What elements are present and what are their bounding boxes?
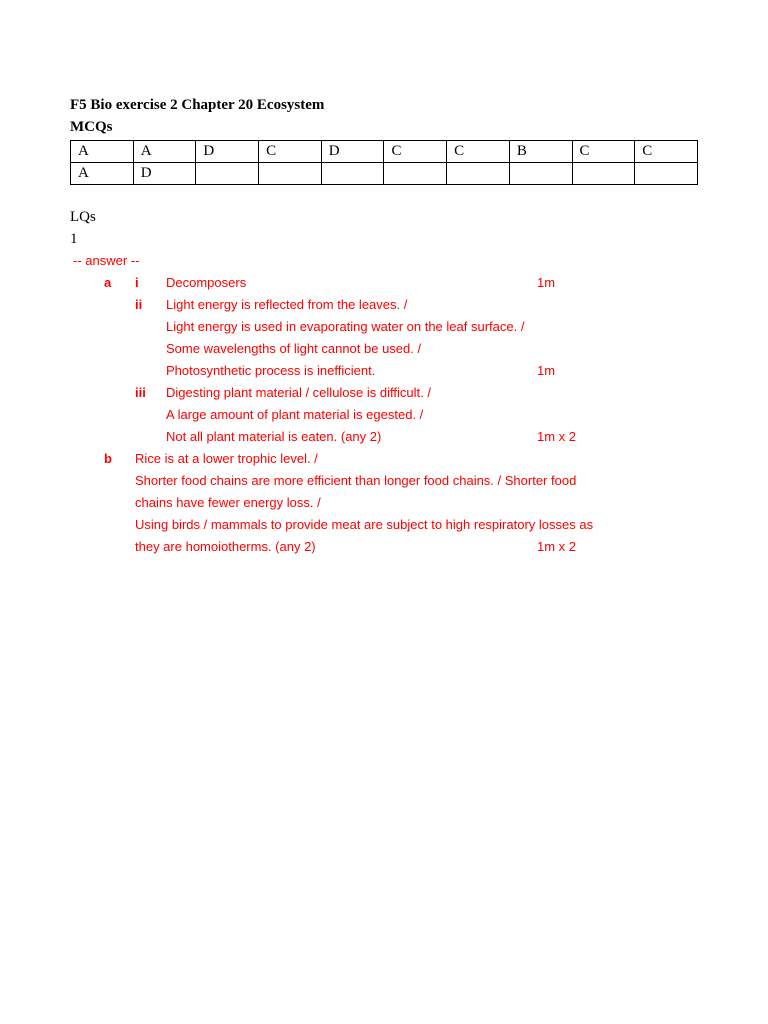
lqs-heading: LQs [70, 209, 96, 225]
part-a-ii-line: Photosynthetic process is inefficient. [166, 363, 376, 378]
part-a-iii-line: Digesting plant material / cellulose is difficult. / [166, 385, 431, 400]
part-a-label: a [104, 275, 112, 290]
part-a-ii-line: Light energy is used in evaporating water on the leaf surface. / [166, 319, 525, 334]
part-b-line: Rice is at a lower trophic level. / [135, 451, 318, 466]
part-a-ii-line: Light energy is reflected from the leaves. / [166, 297, 408, 312]
table-cell: A [133, 141, 196, 163]
table-cell: C [259, 141, 322, 163]
table-row [71, 141, 698, 163]
part-b-line: Shorter food chains are more efficient than longer food chains. / Shorter food [135, 473, 577, 488]
part-a-ii-mark: 1m [537, 363, 556, 378]
part-a-ii-label: ii [135, 297, 143, 312]
table-cell [196, 163, 259, 185]
table-row [71, 163, 698, 185]
table-cell [321, 163, 384, 185]
part-b-line: chains have fewer energy loss. / [135, 495, 321, 510]
part-b-label: b [104, 451, 112, 466]
part-b-mark: 1m x 2 [537, 539, 577, 554]
part-a-iii-label: iii [135, 385, 146, 400]
table-cell: A [71, 141, 134, 163]
part-b-line: Using birds / mammals to provide meat are subject to high respiratory losses as [135, 517, 594, 532]
part-a-i-mark: 1m [537, 275, 556, 290]
part-a-ii-line: Some wavelengths of light cannot be used. / [166, 341, 422, 356]
table-cell: C [635, 141, 698, 163]
answer-marker: -- answer -- [73, 253, 140, 268]
part-a-iii-line: A large amount of plant material is egested. / [166, 407, 424, 422]
document-title: F5 Bio exercise 2 Chapter 20 Ecosystem [70, 97, 325, 113]
table-cell [572, 163, 635, 185]
table-cell: C [384, 141, 447, 163]
table-cell: A [71, 163, 134, 185]
table-cell [259, 163, 322, 185]
table-cell: D [196, 141, 259, 163]
table-cell: D [321, 141, 384, 163]
part-a-iii-line: Not all plant material is eaten. (any 2) [166, 429, 382, 444]
part-a-iii-mark: 1m x 2 [537, 429, 577, 444]
part-a-i-text: Decomposers [166, 275, 247, 290]
part-b-line: they are homoiotherms. (any 2) [135, 539, 316, 554]
table-cell: C [572, 141, 635, 163]
part-a-i-label: i [135, 275, 139, 290]
table-cell: D [133, 163, 196, 185]
table-cell [447, 163, 510, 185]
mcq-answer-table [70, 140, 698, 185]
table-cell [384, 163, 447, 185]
table-cell [509, 163, 572, 185]
question-number: 1 [70, 231, 78, 247]
mcq-heading: MCQs [70, 119, 113, 135]
table-cell: C [447, 141, 510, 163]
table-cell: B [509, 141, 572, 163]
table-cell [635, 163, 698, 185]
